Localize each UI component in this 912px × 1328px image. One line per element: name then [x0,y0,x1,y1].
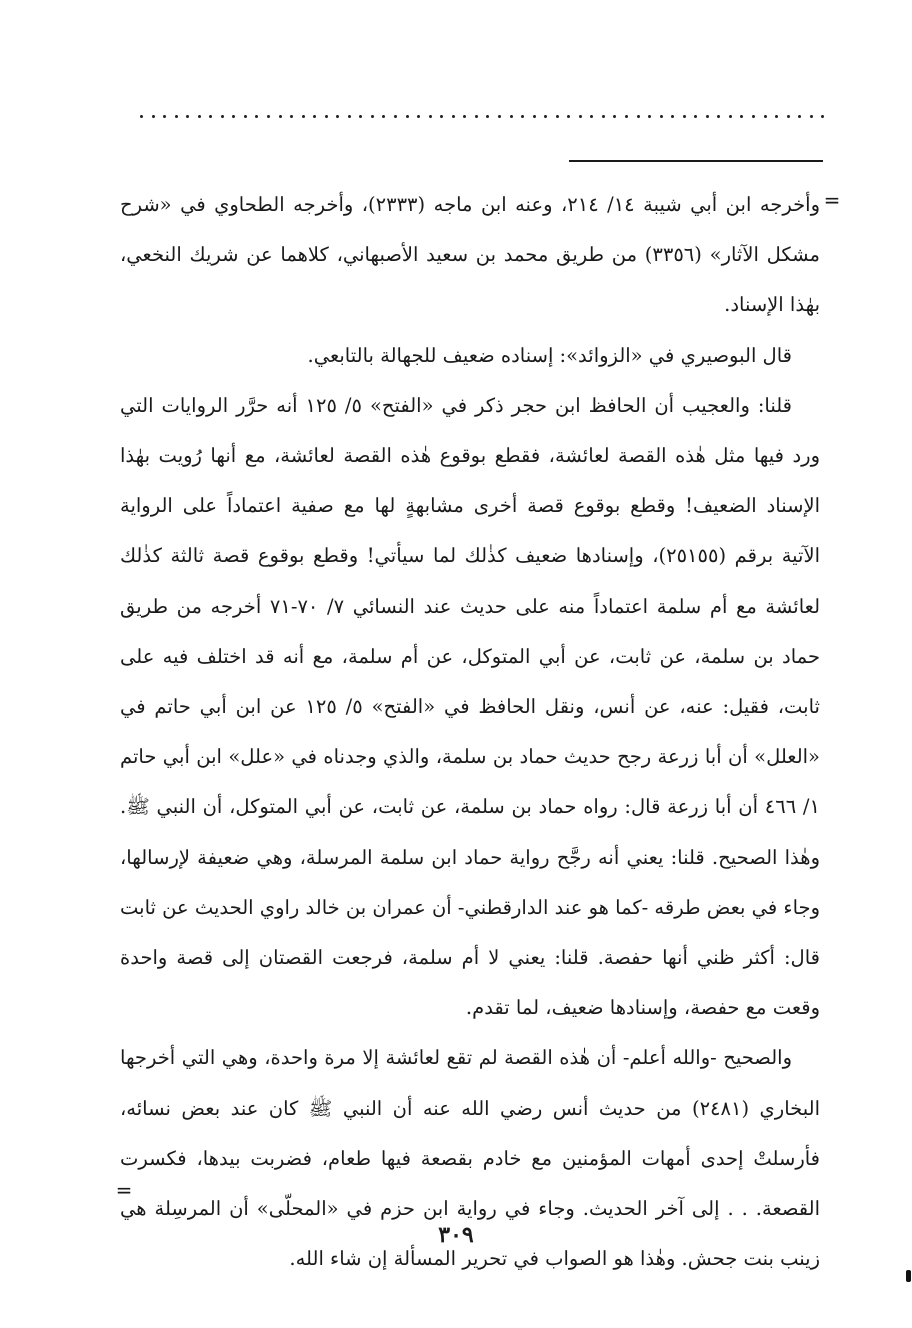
paragraph: قلنا: والعجيب أن الحافظ ابن حجر ذكر في «الفتح» ٥/ ١٢٥ أنه حرَّر الروايات التي ورد فيها مثل هٰذه القصة لعائشة، فقطع بوقوع هٰذه القصة لعائشة، مع أنها رُويت بهٰذا الإسناد الضعيف! وقطع بوقوع قصة أخرى مشابهةٍ لها مع صفية اعتماداً على الرواية الآتية برقم (٢٥١٥٥)، وإسنادها ضعيف كذٰلك لما سيأتي! وقطع بوقوع قصة ثالثة كذٰلك لعائشة مع أم سلمة اعتماداً منه على حديث عند النسائي ٧/ ٧٠-٧١ أخرجه من طريق حماد بن سلمة، عن ثابت، عن أبي المتوكل، عن أم سلمة، مع أنه قد اختلف فيه على ثابت، فقيل: عنه، عن أنس، ونقل الحافظ في «الفتح» ٥/ ١٢٥ عن ابن أبي حاتم في «العلل» أن أبا زرعة رجح حديث حماد بن سلمة، والذي وجدناه في «علل» ابن أبي حاتم ١/ ٤٦٦ أن أبا زرعة قال: رواه حماد بن سلمة، عن ثابت، عن أبي المتوكل، أن النبي ﷺ. وهٰذا الصحيح. قلنا: يعني أنه رجَّح رواية حماد ابن سلمة المرسلة، وهي ضعيفة لإرسالها، وجاء في بعض طرقه -كما هو عند الدارقطني- أن عمران بن خالد راوي الحديث عن ثابت قال: أكثر ظني أنها حفصة. قلنا: يعني لا أم سلمة، فرجعت القصتان إلى قصة واحدة وقعت مع حفصة، وإسنادها ضعيف، لما تقدم. [120,393,821,1020]
paragraph: قال البوصيري في «الزوائد»: إسناده ضعيف للجهالة بالتابعي. [307,343,792,367]
separator-dot [613,115,616,118]
separator-dot [371,115,374,118]
separator-dot [544,115,547,118]
continuation-marker-end: = [115,1178,133,1202]
footnote-text [120,180,820,1284]
separator-dot [625,115,628,118]
separator-dot [556,115,559,118]
separator-dot [671,115,674,118]
separator-dot [510,115,513,118]
separator-dot [717,115,720,118]
separator-dot [302,115,305,118]
separator-dot [359,115,362,118]
separator-dot [810,115,813,118]
separator-dot [267,115,270,118]
separator-dot [175,115,178,118]
separator-dot [740,115,743,118]
separator-dot [602,115,605,118]
paragraph: وأخرجه ابن أبي شيبة ١٤/ ٢١٤، وعنه ابن ماجه (٢٣٣٣)، وأخرجه الطحاوي في «شرح مشكل الآثار» (٣٣٥٦) من طريق محمد بن سعيد الأصبهاني، كلاهما عن شريك النخعي، بهٰذا الإسناد. [120,193,820,317]
separator-dot [279,115,282,118]
separator-dot [232,115,235,118]
separator-dot [452,115,455,118]
separator-dot [660,115,663,118]
separator-dot [463,115,466,118]
paragraph: والصحيح -والله أعلم- أن هٰذه القصة لم تقع لعائشة إلا مرة واحدة، وهي التي أخرجها البخاري (٢٤٨١) من حديث أنس رضي الله عنه أن النبي ﷺ كان عند بعض نسائه، فأرسلتْ إحدى أمهات المؤمنين مع خادم بقصعة فيها طعام، فضربت بيدها، فكسرت القصعة. . . إلى آخر الحديث. وجاء في رواية ابن حزم في «المحلّى» أن المرسِلة هي زينب بنت جحش. وهٰذا هو الصواب في تحرير المسألة إن شاء الله. [120,1046,820,1271]
separator-dot [406,115,409,118]
dotted-separator [140,106,825,126]
page-number: ٣٠٩ [438,1222,474,1248]
separator-dot [590,115,593,118]
separator-dot [821,115,824,118]
separator-dot [521,115,524,118]
separator-dot [209,115,212,118]
separator-dot [255,115,258,118]
separator-dot [244,115,247,118]
separator-dot [348,115,351,118]
separator-dot [683,115,686,118]
separator-dot [579,115,582,118]
separator-dot [706,115,709,118]
separator-dot [694,115,697,118]
separator-dot [533,115,536,118]
separator-dot [498,115,501,118]
separator-dot [764,115,767,118]
separator-dot [429,115,432,118]
separator-dot [313,115,316,118]
separator-dot [440,115,443,118]
separator-dot [752,115,755,118]
scan-edge-mark [906,1270,911,1282]
separator-dot [382,115,385,118]
separator-dot [325,115,328,118]
separator-dot [648,115,651,118]
separator-dot [290,115,293,118]
separator-dot [637,115,640,118]
separator-dot [163,115,166,118]
separator-dot [567,115,570,118]
separator-dot [729,115,732,118]
separator-dot [198,115,201,118]
continuation-marker-start: = [823,188,841,212]
separator-dot [787,115,790,118]
separator-dot [394,115,397,118]
separator-dot [221,115,224,118]
separator-dot [152,115,155,118]
footnote-rule [569,160,823,162]
separator-dot [186,115,189,118]
separator-dot [486,115,489,118]
separator-dot [140,115,143,118]
separator-dot [475,115,478,118]
separator-dot [336,115,339,118]
separator-dot [417,115,420,118]
separator-dot [775,115,778,118]
separator-dot [798,115,801,118]
